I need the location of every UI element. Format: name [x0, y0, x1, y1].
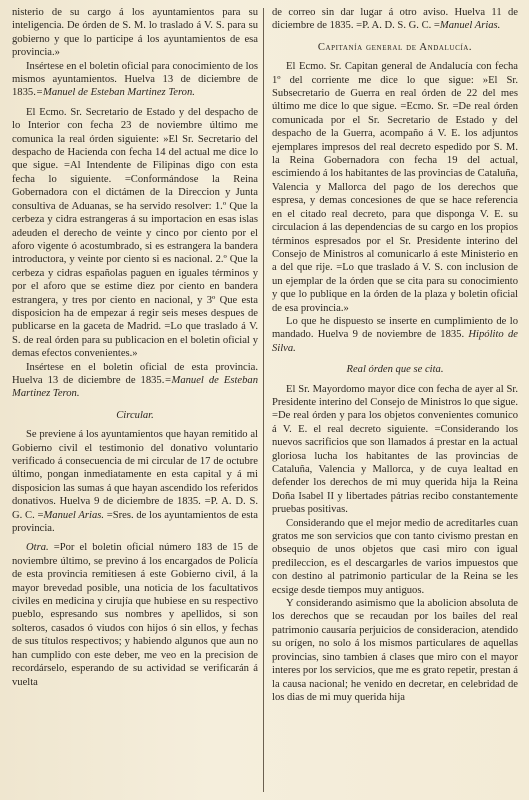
- heading-capitania: Capitanía general de Andalucía.: [317, 41, 473, 53]
- paragraph-text: =Por el boletin oficial número 183 de 15 de noviembre último, se previno á los encargados de Policía de esta provincia remitiesen á este Gobierno civil, á la mayor brevedad posible, una noticia de los facultativos civiles en medicina y cirujía que hubiese en su respectivo pueblo, espresando sus nombres y apellidos, si son solteros, casados ó viudos con hijos ó sin ellos, y fechas de sus títulos respectivos; y habiendo algunos que aun no han cumplido con este deber, me veo en la precision de recordárselo, esperando de su actividad se verificarán á vuelta: [12, 542, 258, 688]
- paragraph-circular: [12, 428, 258, 535]
- paragraph-otra: [12, 541, 258, 688]
- signature-arias-1: Manuel Arias.: [43, 509, 105, 521]
- paragraph-capitan-general: El Ecmo. Sr. Capitan general de Andalucía con fecha 1º del corriente me dice lo que sigue: »El Sr. Subsecretario de Guerra en real órden de 22 del mes último me dice lo que sigue. =Ecmo. Sr. =De real órden comunicada por el Sr. Secretario de Estado y del despacho de la Guerra, acompaño á V. E. los adjuntos ejemplares impresos del real decreto espedido por S. M. la Reina Gobernadora con fecha 19 del actual, escimiendo á los habitantes de las provincias de Cataluña, Valencia y Mallorca del pago de los derechos que espresa, y demas concesiones de que se hace referencia en el citado real decreto, para que disponga V. E. su circulacion á las dependencias de su cargo en los propios términos espresados por el Sr. Presidente interino del Consejo de Ministros al comunicarlo á este Ministerio en a del que rije. =Lo que traslado á V. S. con inclusion de un ejemplar de la órden que se cita para su conocimiento y que lo publique en la órden de la plaza y boletin oficial de esa provincia.»: [272, 61, 518, 314]
- left-column: [12, 6, 258, 689]
- signature-esteban-1: =Manuel de Esteban Martinez Teron.: [35, 87, 195, 99]
- paragraph-considerando-1: Considerando que el mejor medio de acreditarles cuan gratos me son servicios que con tanto civismo prestan en obsequio de unos objetos que casi miro con igual predileccion, es el descargarles de varios impuestos que con destino al patrimonio particular de la Reina se les ecsige desde tiempos muy antiguos.: [272, 517, 518, 596]
- paragraph-text: Insértese en el boletin oficial para conocimiento de los mismos ayuntamientos. Huelva 13 de diciembre de 1835.: [12, 60, 258, 99]
- signature-esteban-2: =Manuel de Esteban Martinez Teron.: [12, 374, 258, 400]
- heading-real-orden: Real órden que se cita.: [346, 364, 444, 376]
- signature-arias-2: Manuel Arias.: [439, 20, 501, 32]
- paragraph-real-orden-filipinas: El Ecmo. Sr. Secretario de Estado y del despacho de lo Interior con fecha 23 de noviembre último me comunica la real órden siguiente: »El Sr. Secretario del despacho de Hacienda con fecha 14 del actual me dice lo que sigue. =Al Intendente de Filipinas digo con esta fecha lo siguiente. =Conformándose la Reina Gobernadora con el dictámen de la Direccion y Junta consultiva de Aduanas, se ha servido resolver: 1.º Que la cerbeza y cidra estrangeras á su importacion en esas islas adeuden el derecho de veinte y cinco por ciento por el aforo vigente ó acostumbrado, si es estrangera la bandera introductora, y veinte por ciento si es nacional. 2.º Que la cerbeza y cidras españolas paguen en iguales términos y por el aforo que se estime diez por ciento en bandera estrangera, y tres por ciento en nacional, y 3º Que esta disposicion ha de empezar á regir seis meses despues de publicarse en la gaceta de Madrid. =Lo que traslado á V. S. de real órden para su publicacion en el boletin oficial y demas efectos convenientes.»: [12, 106, 258, 360]
- paragraph-tail: =Sres. de los ayuntamientos de esta provincia.: [12, 509, 258, 535]
- signature-silva: Hipólito de Silva.: [272, 329, 518, 354]
- paragraph-text: Se previene á los ayuntamientos que hayan remitido al Gobierno civil el testimonio del donativo voluntario verificado á consecuencia de mi circular de 17 de octubre último, pongan inmediatamente en esta capital y á mi disposicion las sumas á que hayan ascendido los referidos donativos. Huelva 9 de diciembre de 1835. =P. A. D. S. G. C. =: [12, 429, 258, 521]
- paragraph-continuation-right: [272, 6, 518, 33]
- paragraph-insertese-1: [12, 60, 258, 100]
- column-divider: [263, 8, 264, 792]
- paragraph-insertese-2: [12, 361, 258, 401]
- right-column: [272, 6, 518, 704]
- paragraph-text: Lo que he dispuesto se inserte en cumplimiento de lo mandado. Huelva 9 de noviembre de 1835.: [272, 315, 518, 341]
- paragraph-continuation: nisterio de su cargo á los ayuntamientos para su inteligencia. De órden de S. M. lo traslado á V. S. para su gobierno y que lo participe á los ayuntamientos de esa provincia.»: [12, 7, 258, 59]
- lead-otra: Otra.: [26, 542, 49, 554]
- paragraph-text: Insértese en el boletin oficial de esta provincia. Huelva 13 de diciembre de 1835.: [12, 361, 258, 386]
- paragraph-text: de correo sin dar lugar á otro aviso. Huelva 11 de diciembre de 1835. =P. A. D. S. G. C. =: [272, 7, 518, 32]
- paragraph-mayordomo: El Sr. Mayordomo mayor dice con fecha de ayer al Sr. Presidente interino del Consejo de Ministros lo que sigue. =De real órden y para los objetos convenientes comunico á V. E. el real decreto siguiente. =Considerando los nuevos sacrificios que son llamados á prestar en la actual gloriosa lucha los habitantes de las provincias de Cataluña, Valencia y Mallorca, y de cuya lealtad en defender los derechos de mi muy querida hija la Reina Doña Isabel II y libertades pátrias recibo constantemente pruebas positivas.: [272, 383, 518, 516]
- paragraph-lo-que-he-dispuesto: [272, 315, 518, 355]
- heading-circular: Circular.: [116, 409, 154, 421]
- paragraph-considerando-2: Y considerando asimismo que la abolicion absoluta de los derechos que se recaudan por los bailes del real patrimonio causaría perjuicios de consideracion, atendido su orígen, no solo á los mismos particulares de aquellas provincias, sino tambien á clases que miro con el mayor interes por los servicios, que me es grato repetir, prestan á la causa nacional; he venido en decretar, en celebridad de los dias de mi muy querida hija: [272, 598, 518, 703]
